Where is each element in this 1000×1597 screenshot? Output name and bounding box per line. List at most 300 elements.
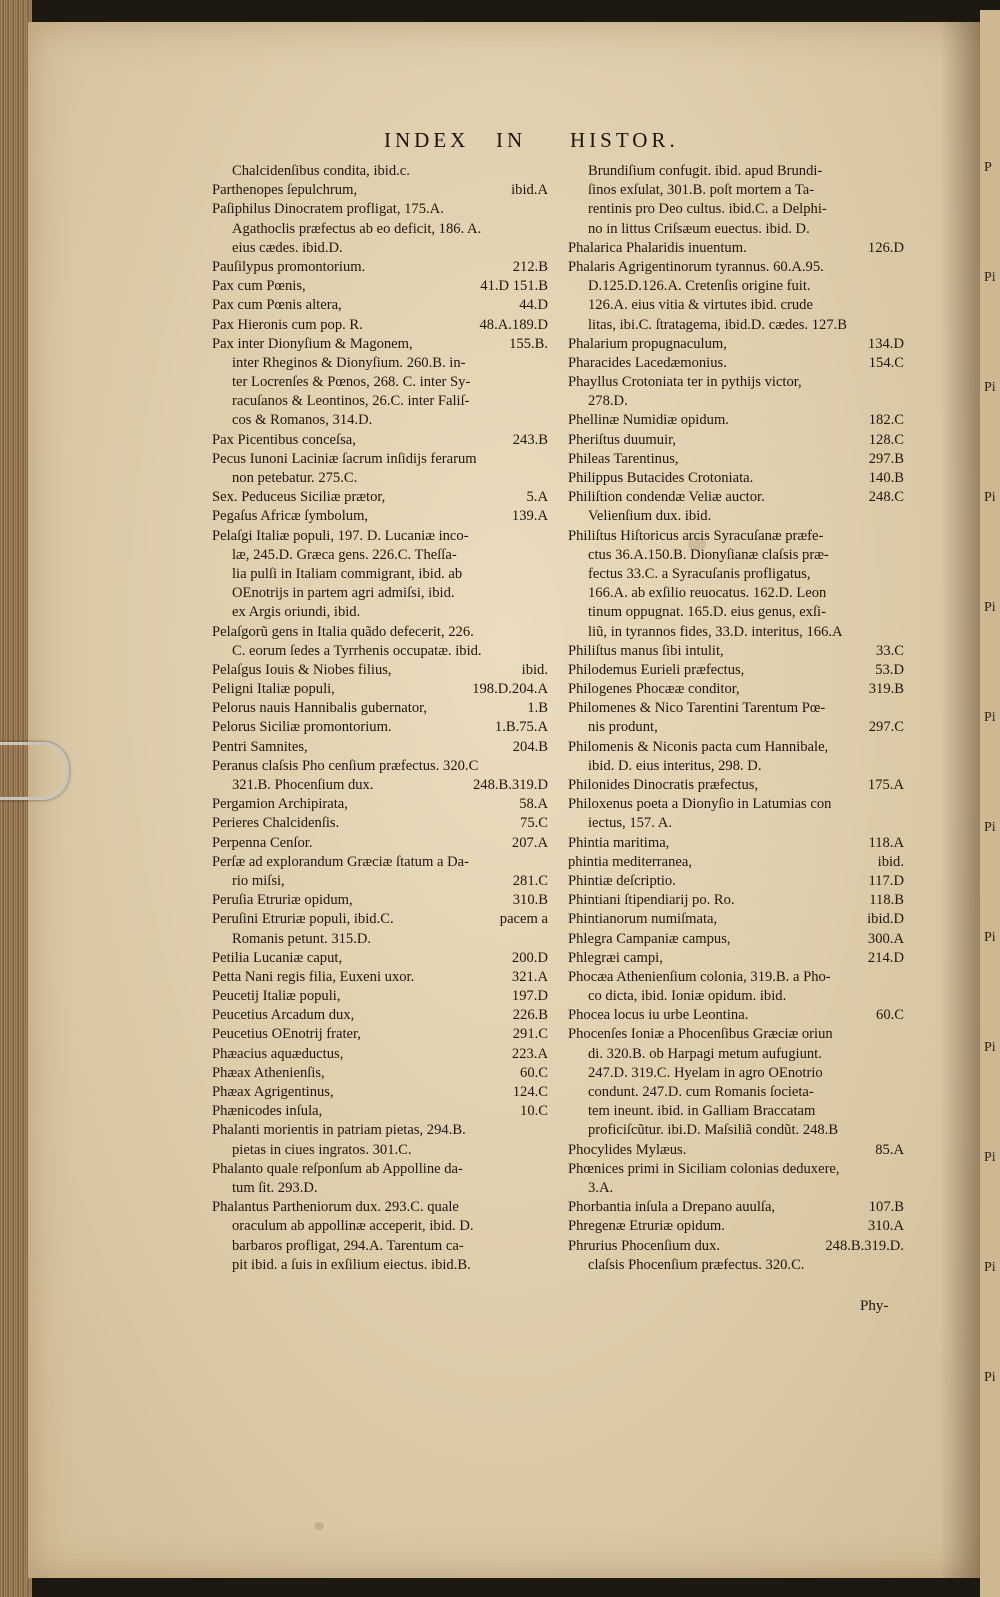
index-line [212,968,548,987]
index-entry-text: Phintia maritima, [568,834,670,851]
index-line [212,1083,548,1102]
index-entry-text: Phintiæ deſcriptio. [568,872,676,889]
index-entry-reference: ibid. [877,853,904,870]
index-entry-text: Perpenna Cenſor. [212,834,313,851]
index-entry-text: co dicta, ibid. Ioniæ opidum. ibid. [588,988,787,1005]
index-entry-text: 247.D. 319.C. Hyelam in agro OEnotrio [588,1064,823,1081]
index-entry-reference: 134.D [867,335,904,352]
index-entry-text: Phregenæ Etruriæ opidum. [568,1218,725,1235]
index-line [568,584,904,603]
index-entry-text: liũ, in tyrannos fides, 33.D. interitus, 166.A [588,623,843,640]
index-entry-text: Pelaſgorũ gens in Italia quãdo defecerit, 226. [212,623,474,640]
index-entry-text: proficiſcũtur. ibi.D. Maſsiliã condũt. 248.B [588,1122,839,1139]
index-entry-reference: 214.D [867,949,904,966]
index-line [212,200,548,219]
index-entry-text: Pax inter Dionyſium & Magonem, [212,335,413,352]
index-line [212,277,548,296]
index-line [212,814,548,833]
index-entry-text: Phalanti morientis in patriam pietas, 294.B. [212,1122,466,1139]
index-line [212,354,548,373]
index-entry-reference: 126.D [867,239,904,256]
index-line [568,488,904,507]
facing-page-fragment: Pi [984,1040,996,1055]
index-entry-text: Pheriſtus duumuir, [568,431,677,448]
index-line [568,680,904,699]
index-entry-text: Pax Hieronis cum pop. R. [212,316,363,333]
index-entry-reference: 41.D 151.B [480,278,548,295]
facing-page-fragment: Pi [984,930,996,945]
index-entry-text: Parthenopes ſepulchrum, [212,182,358,199]
index-entry-reference: 248.C [868,489,904,506]
facing-page-fragment: Pi [984,1150,996,1165]
index-line [568,738,904,757]
index-entry-text: Pax Picentibus conceſsa, [212,431,356,448]
facing-page-edge [980,10,1000,1597]
index-entry-text: Philoxenus poeta a Dionyſio in Latumias con [568,796,832,813]
index-line [212,220,548,239]
index-line [212,699,548,718]
index-line [212,1179,548,1198]
index-line [568,987,904,1006]
index-line [212,507,548,526]
index-entry-reference: 207.A [511,834,548,851]
index-entry-reference: 58.A [519,796,548,813]
index-entry-reference: 291.C [512,1026,548,1043]
index-line [212,757,548,776]
index-entry-reference: 128.C [868,431,904,448]
index-line [568,661,904,680]
index-line [568,239,904,258]
index-line [568,450,904,469]
index-entry-text: Phalantus Partheniorum dux. 293.C. quale [212,1199,459,1216]
index-line [212,661,548,680]
index-entry-text: Peranus claſsis Pho cenſium præfectus. 320.C [212,757,479,774]
index-entry-text: 321.B. Phocenſium dux. [232,777,374,793]
facing-page-fragment: Pi [984,270,996,285]
index-entry-text: inter Rheginos & Dionyſium. 260.B. in- [232,354,466,371]
index-entry-text: tem ineunt. ibid. in Galliam Braccatam [588,1103,816,1120]
facing-page-fragment: Pi [984,820,996,835]
index-line [212,411,548,430]
index-entry-text: Pegaſus Africæ ſymbolum, [212,508,369,525]
index-line [212,565,548,584]
index-entry-text: Phintianorum numiſmata, [568,911,718,928]
index-entry-text: iectus, 157. A. [588,815,672,832]
index-line [212,296,548,315]
index-line [568,1006,904,1025]
index-entry-text: pietas in ciues ingratos. 301.C. [232,1141,412,1158]
index-entry-reference: 60.C [876,1007,904,1024]
ink-spot [314,1522,324,1530]
index-entry-text: Romanis petunt. 315.D. [232,930,372,947]
index-entry-reference: 319.B [868,681,904,698]
index-entry-text: nis produnt, [588,719,658,736]
index-entry-text: eius cædes. ibid.D. [232,239,343,256]
index-line [568,220,904,239]
index-entry-text: Philiſtion condendæ Veliæ auctor. [568,489,765,506]
index-line [568,1025,904,1044]
index-entry-reference: 10.C [520,1103,548,1120]
index-line [212,316,548,335]
index-line [212,642,548,661]
index-line [568,930,904,949]
index-line [212,872,548,891]
facing-page-fragment: Pi [984,600,996,615]
index-entry-text: cos & Romanos, 314.D. [232,412,373,429]
index-line [568,527,904,546]
index-line [568,834,904,853]
index-line [212,949,548,968]
index-line [568,354,904,373]
index-entry-text: Chalcidenſibus condita, ibid.c. [232,163,410,179]
index-entry-text: tinum oppugnat. 165.D. eius genus, exſi- [588,604,826,621]
index-line [212,1064,548,1083]
index-entry-text: fectus 33.C. a Syracuſanis profligatus, [588,565,811,582]
index-line [568,469,904,488]
index-line [212,680,548,699]
page-clip [0,742,69,800]
index-entry-text: Phlegræi campi, [568,949,663,966]
index-line [568,872,904,891]
index-line [568,1083,904,1102]
index-line [568,316,904,335]
index-entry-reference: 212.B [512,258,548,275]
index-entry-reference: 117.D [868,872,904,889]
index-line [212,1237,548,1256]
index-entry-reference: 53.D [875,661,904,678]
index-entry-text: OEnotrijs in partem agri admiſsi, ibid. [232,585,455,602]
index-line [568,1217,904,1236]
index-entry-text: Phalaris Agrigentinorum tyrannus. 60.A.95. [568,258,824,275]
index-entry-reference: 107.B [868,1199,904,1216]
index-line [568,1121,904,1140]
index-line [212,718,548,737]
right-column [568,162,904,1275]
index-line [212,853,548,872]
index-entry-text: læ, 245.D. Græca gens. 226.C. Theſſa- [232,546,457,563]
index-entry-text: Philiſtus Hiſtoricus arcis Syracuſanæ præfe- [568,527,824,544]
index-entry-text: Phocæa Athenienſium colonia, 319.B. a Pho- [568,968,831,985]
index-entry-text: Agathoclis præfectus ab eo deficit, 186. A. [232,220,482,237]
index-entry-reference: 175.A [867,777,904,793]
index-entry-reference: 124.C [512,1084,548,1100]
index-line [568,891,904,910]
facing-page-fragment: Pi [984,1370,996,1385]
index-entry-text: Phalarica Phalaridis inuentum. [568,239,747,256]
header-word: IN [496,128,527,152]
index-entry-text: Phintiani ſtipendiarij po. Ro. [568,892,735,909]
index-line [212,335,548,354]
index-entry-reference: 198.D.204.A [472,681,548,698]
index-entry-text: Pax cum Pœnis altera, [212,297,342,314]
index-entry-reference: 243.B [512,431,548,448]
index-line [212,738,548,757]
index-entry-text: Pelorus nauis Hannibalis gubernator, [212,700,428,717]
index-entry-text: Petta Nani regis filia, Euxeni uxor. [212,968,415,985]
index-line [212,1102,548,1121]
index-entry-text: no in littus Criſsæum euectus. ibid. D. [588,220,810,237]
index-line [568,258,904,277]
index-line [212,1006,548,1025]
index-line [212,162,548,181]
index-entry-text: non petebatur. 275.C. [232,470,358,486]
index-line [212,891,548,910]
index-entry-text: Pauſilypus promontorium. [212,258,366,275]
index-entry-text: Petilia Lucaniæ caput, [212,949,343,966]
index-entry-text: ſinos exſulat, 301.B. poſt mortem a Ta- [588,182,815,199]
index-line [212,373,548,392]
index-entry-reference: 248.B.319.D [473,777,548,793]
index-line [568,335,904,354]
index-entry-text: ibid. D. eius interitus, 298. D. [588,757,762,774]
index-line [212,1198,548,1217]
index-entry-text: Peucetius Arcadum dux, [212,1007,355,1024]
index-entry-text: condunt. 247.D. cum Romanis ſocieta- [588,1084,814,1100]
index-entry-reference: 44.D [519,297,548,314]
index-line [212,181,548,200]
index-entry-reference: 155.B. [509,335,548,352]
index-line [212,469,548,488]
index-line [212,1217,548,1236]
index-line [568,277,904,296]
index-entry-text: Velienſium dux. ibid. [588,508,712,525]
index-line [212,1256,548,1275]
index-line [212,776,548,795]
index-entry-text: racuſanos & Leontinos, 26.C. inter Faliſ- [232,393,470,410]
index-entry-reference: 5.A [526,489,548,506]
facing-page-fragment: Pi [984,490,996,505]
gutter-shadow [940,22,980,1578]
index-line [568,968,904,987]
index-line [212,488,548,507]
index-entry-reference: ibid.D [867,911,904,928]
index-entry-text: 126.A. eius vitia & virtutes ibid. crude [588,297,813,314]
index-entry-reference: 297.C [868,719,904,736]
index-line [212,603,548,622]
index-entry-reference: 300.A [867,930,904,947]
index-line [568,814,904,833]
index-line [212,1141,548,1160]
index-entry-text: tum ſit. 293.D. [232,1179,318,1196]
index-entry-text: Pelorus Siciliæ promontorium. [212,719,392,736]
index-entry-text: D.125.D.126.A. Cretenſis origine fuit. [588,278,811,295]
index-entry-reference: 60.C [520,1064,548,1081]
index-line [212,1045,548,1064]
index-entry-reference: ibid. [521,661,548,678]
index-line [568,757,904,776]
index-entry-text: claſsis Phocenſium præfectus. 320.C. [588,1256,805,1273]
index-entry-text: Phayllus Crotoniata ter in pythijs victor, [568,374,802,391]
index-entry-reference: 226.B [512,1007,548,1024]
index-line [568,1141,904,1160]
index-line [568,200,904,219]
index-entry-text: Brundiſium confugit. ibid. apud Brundi- [588,163,823,179]
index-entry-reference: 248.B.319.D. [825,1237,904,1254]
index-entry-reference: 310.A [867,1218,904,1235]
index-entry-text: Pecus Iunoni Laciniæ ſacrum inſidijs ferarum [212,450,477,467]
index-line [212,623,548,642]
index-line [568,565,904,584]
index-entry-reference: 33.C [876,642,904,659]
index-entry-text: Philonides Dinocratis præfectus, [568,777,759,793]
index-entry-text: Phocea locus iu urbe Leontina. [568,1007,749,1024]
index-line [212,431,548,450]
index-entry-reference: 204.B [512,738,548,755]
index-entry-text: 3.A. [588,1179,614,1196]
index-entry-text: Phœnices primi in Siciliam colonias deduxere, [568,1160,840,1177]
index-line [568,1102,904,1121]
facing-page-fragment: Pi [984,380,996,395]
index-line [568,1237,904,1256]
index-entry-text: Pelaſgi Italiæ populi, 197. D. Lucaniæ inco- [212,527,469,544]
index-entry-text: ctus 36.A.150.B. Dionyſianæ claſsis præ- [588,546,829,563]
index-entry-text: Philomenes & Nico Tarentini Tarentum Pœ- [568,700,826,717]
index-line [568,1179,904,1198]
index-entry-text: oraculum ab appollinæ acceperit, ibid. D. [232,1218,474,1235]
index-entry-text: Pergamion Archipirata, [212,796,348,813]
index-line [568,699,904,718]
index-entry-text: lia pulſi in Italiam commigrant, ibid. ab [232,565,463,582]
index-entry-text: Philiſtus manus ſibi intulit, [568,642,724,659]
index-line [212,930,548,949]
index-entry-text: Peruſini Etruriæ populi, ibid.C. [212,911,394,928]
index-line [212,1025,548,1044]
index-entry-text: Peucetij Italiæ populi, [212,988,341,1005]
index-entry-text: Peucetius OEnotrij frater, [212,1026,361,1043]
facing-page-fragment: P [984,160,992,175]
index-entry-text: Pentri Samnites, [212,738,308,755]
index-entry-text: Peruſia Etruriæ opidum, [212,892,353,909]
index-entry-text: Philomenis & Niconis pacta cum Hannibale, [568,738,829,755]
index-entry-reference: 200.D [511,949,548,966]
index-entry-text: Philodemus Eurieli præfectus, [568,661,745,678]
index-line [212,834,548,853]
index-line [568,795,904,814]
index-entry-reference: 140.B [868,470,904,486]
index-entry-text: barbaros profligat, 294.A. Tarentum ca- [232,1237,464,1254]
index-entry-text: Philippus Butacides Crotoniata. [568,470,754,486]
index-entry-text: Pelaſgus Iouis & Niobes filius, [212,661,392,678]
index-entry-text: ter Locrenſes & Pœnos, 268. C. inter Sy- [232,374,471,391]
index-line [212,1121,548,1140]
catchword: Phy- [860,1298,889,1314]
index-line [568,718,904,737]
index-entry-text: Pharacides Lacedæmonius. [568,354,727,371]
index-entry-text: Phænicodes inſula, [212,1103,323,1120]
index-entry-text: Peligni Italiæ populi, [212,681,335,698]
index-entry-reference: 1.B.75.A [494,719,548,736]
index-line [568,623,904,642]
index-line [568,642,904,661]
index-entry-text: C. eorum ſedes a Tyrrhenis occupatæ. ibid. [232,642,482,659]
index-line [568,431,904,450]
index-entry-text: Paſiphilus Dinocratem profligat, 175.A. [212,201,444,218]
index-entry-text: Sex. Peduceus Siciliæ prætor, [212,489,386,506]
index-line [212,392,548,411]
index-line [568,507,904,526]
index-entry-reference: 85.A [875,1141,904,1158]
index-entry-reference: 139.A [511,508,548,525]
index-entry-text: Phrurius Phocenſium dux. [568,1237,721,1254]
index-entry-text: litas, ibi.C. ſtratagema, ibid.D. cædes. 127.B [588,316,848,333]
index-entry-text: Phalarium propugnaculum, [568,335,727,352]
index-entry-text: 166.A. ab exſilio reuocatus. 162.D. Leon [588,585,827,602]
index-entry-reference: 48.A.189.D [479,316,548,333]
index-line [568,1198,904,1217]
index-entry-reference: 1.B [527,700,548,717]
index-line [212,795,548,814]
index-line [568,1256,904,1275]
index-line [568,411,904,430]
index-line [568,1064,904,1083]
index-line [212,258,548,277]
index-entry-text: Perieres Chalcidenſis. [212,815,340,832]
index-line [568,373,904,392]
index-entry-text: ex Argis oriundi, ibid. [232,604,361,621]
index-entry-text: 278.D. [588,393,628,410]
index-entry-text: Phocenſes Ioniæ a Phocenſibus Græciæ oriun [568,1026,833,1043]
index-line [568,1045,904,1064]
index-line [212,1160,548,1179]
index-line [212,527,548,546]
facing-page-fragment: Pi [984,1260,996,1275]
index-line [212,910,548,929]
header-word: INDEX [384,128,470,152]
index-entry-text: Phellinæ Numidiæ opidum. [568,412,729,429]
index-line [568,603,904,622]
index-entry-reference: 321.A [511,968,548,985]
index-entry-reference: pacem a [499,911,548,928]
index-line [568,853,904,872]
index-line [212,239,548,258]
index-entry-reference: 118.A [868,834,904,851]
index-entry-text: Phæax Athenienſis, [212,1064,325,1081]
index-entry-reference: 118.B [869,892,904,909]
index-entry-text: Phalanto quale reſponſum ab Appolline da- [212,1160,463,1177]
index-entry-text: rentinis pro Deo cultus. ibid.C. a Delphi- [588,201,827,218]
left-column [212,162,548,1275]
index-line [568,776,904,795]
index-entry-reference: 223.A [511,1045,548,1062]
index-entry-text: Phorbantia inſula a Drepano auulſa, [568,1199,776,1216]
index-line [212,450,548,469]
index-line [568,162,904,181]
index-entry-reference: 154.C [868,354,904,371]
index-entry-reference: 310.B [512,892,548,909]
index-entry-reference: 197.D [511,988,548,1005]
index-entry-reference: 281.C [512,872,548,889]
index-line [568,949,904,968]
index-entry-text: phintia mediterranea, [568,853,692,870]
header-word: HISTOR. [570,128,679,152]
index-line [568,392,904,411]
index-entry-text: Phileas Tarentinus, [568,450,679,467]
index-entry-reference: ibid.A [511,182,548,199]
index-entry-reference: 182.C [868,412,904,429]
index-entry-text: Phocylides Mylæus. [568,1141,687,1158]
index-entry-text: pit ibid. a ſuis in exſilium eiectus. ibid.B. [232,1256,471,1273]
index-entry-text: Philogenes Phocææ conditor, [568,681,740,698]
index-entry-text: Perſæ ad explorandum Græciæ ſtatum a Da- [212,853,469,870]
index-entry-text: Phlegra Campaniæ campus, [568,930,731,947]
index-line [568,546,904,565]
index-line [568,296,904,315]
index-entry-text: rio miſsi, [232,872,285,889]
index-line [568,181,904,200]
index-entry-reference: 75.C [520,815,548,832]
index-line [568,910,904,929]
index-entry-text: Phæax Agrigentinus, [212,1084,334,1100]
